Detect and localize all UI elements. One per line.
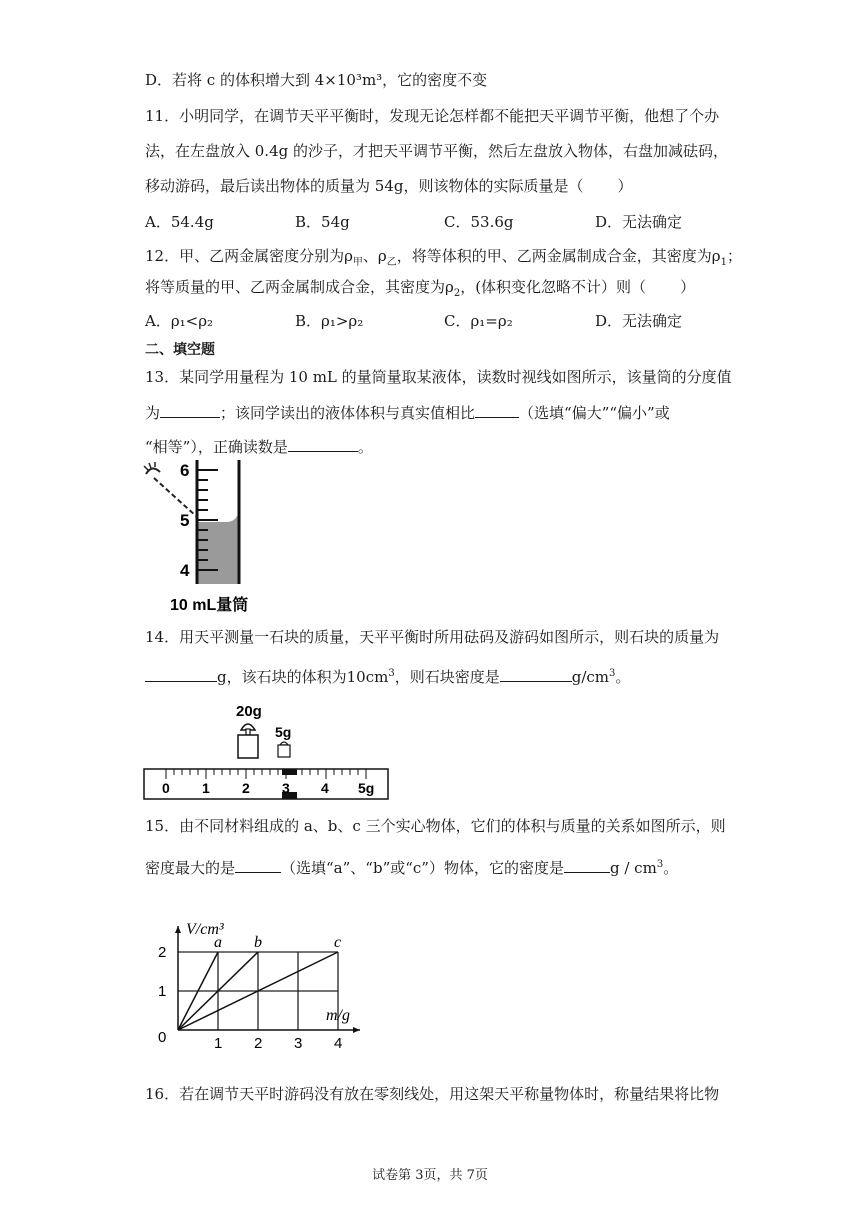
section-fill-in-title: 二、填空题 [145,342,215,358]
q13-blank-reading[interactable] [288,435,358,452]
y-tick-1: 1 [158,983,167,1000]
q15-line1: 15．由不同材料组成的 a、b、c 三个实心物体，它们的体积与质量的关系如图所示，则 [145,817,726,835]
scale-label-1: 1 [202,780,210,796]
chart-labels [158,921,350,1052]
q12-line1-c: ，将等体积的甲、乙两金属制成合金，其密度为ρ [396,247,721,265]
x-tick-3: 3 [294,1035,303,1052]
q12-sub-2: 2 [453,288,461,299]
q15-line2-a: 密度最大的是 [145,859,236,877]
q14-blank-mass[interactable] [145,665,217,682]
q11-line3 [145,176,632,196]
x-tick-2: 2 [254,1035,263,1052]
q11-close: ） [617,177,633,195]
q14-line2-d: 。 [615,668,631,686]
y-axis-arrow [175,926,181,933]
q14-line2-b: ，则石块密度是 [394,668,500,686]
q12-line1-a: 12．甲、乙两金属密度分别为ρ [145,247,353,265]
y-tick-2: 2 [158,944,167,961]
series-label-c: c [334,934,342,951]
q12-option-d: D．无法确定 [595,312,683,330]
q11-option-b: B．54g [295,213,350,231]
q11-options [145,212,745,232]
q13-line2 [145,401,670,423]
weight-5g-icon [278,742,290,757]
q13-blank-division[interactable] [160,401,220,418]
balance-weights-figure [140,698,395,806]
q11-option-d: D．无法确定 [595,213,683,231]
series-label-b: b [254,934,262,951]
q15-blank-material[interactable] [235,856,281,873]
q12-line1-b: 、ρ [362,247,387,265]
x-axis-arrow [353,1027,360,1033]
q11-line3-text: 移动游码，最后读出物体的质量为 54g，则该物体的实际质量是（ [145,177,584,195]
q13-line2-a: 为 [145,404,161,422]
q13-blank-compare[interactable] [475,401,519,418]
rider-scale-body [144,769,388,799]
scale-label-4: 4 [321,780,329,796]
q11-option-a: A．54.4g [145,213,214,231]
weight-20g-icon [238,724,258,758]
q12-option-b: B．ρ₁>ρ₂ [295,312,364,330]
page-footer: 试卷第 3页，共 7页 [372,1168,488,1183]
volume-mass-chart [150,902,380,1062]
q10-option-d: D．若将 c 的体积增大到 4×10³m³，它的密度不变 [145,71,488,89]
q13-line2-c: （选填“偏大”“偏小”或 [519,404,670,422]
q15-line2-d: 。 [663,859,679,877]
q12-sub-jia: 甲 [352,257,363,268]
series-label-a: a [214,934,222,951]
q12-line1 [145,246,742,273]
q16-line1: 16．若在调节天平时游码没有放在零刻线处，用这架天平称量物体时，称量结果将比物 [145,1085,720,1103]
graduated-cylinder-figure [140,458,280,618]
q12-sub-yi: 乙 [386,257,397,268]
q15-line2-c: g / cm [609,859,657,877]
q12-option-c: C．ρ₁=ρ₂ [444,312,513,330]
q14-sup-1: 3 [388,668,395,679]
q13-line3-b: 。 [357,438,373,456]
q14-blank-density[interactable] [500,665,572,682]
origin-label: 0 [158,1029,167,1046]
q12-line2-a: 将等质量的甲、乙两金属制成合金，其密度为ρ [145,278,454,296]
q11-line2: 法，在左盘放入 0.4g 的沙子，才把天平调节平衡，然后左盘放入物体，右盘加减砝码， [145,142,728,160]
q12-line2 [145,277,695,304]
q12-line1-d: ； [726,247,742,265]
tick-label-4: 4 [180,561,190,580]
q11-option-c: C．53.6g [444,213,514,231]
q11-line1: 11．小明同学，在调节天平平衡时，发现无论怎样都不能把天平调节平衡，他想了个办 [145,107,720,125]
q13-line1: 13．某同学用量程为 10 mL 的量筒量取某液体，读数时视线如图所示，该量筒的分度值 [145,368,732,386]
q12-line2-b: ，(体积变化忽略不计）则（ [460,278,647,296]
weight-20g-label: 20g [236,703,262,720]
q15-line2 [145,855,678,878]
eye-icon [144,462,160,474]
q14-line1: 14．用天平测量一石块的质量，天平平衡时所用砝码及游码如图所示，则石块的质量为 [145,628,720,646]
scale-label-5g: 5g [358,780,375,796]
q15-line2-b: （选填“a”、“b”或“c”）物体，它的密度是 [281,859,564,877]
q12-option-a: A．ρ₁<ρ₂ [145,312,214,330]
y-axis-title: V/cm³ [186,921,224,938]
q12-sub-1: 1 [720,257,727,268]
cylinder-caption: 10 mL量筒 [170,597,249,614]
q13-line3 [145,435,373,457]
q13-line3-a: “相等”），正确读数是 [145,438,288,456]
q14-line2-a: g，该石块的体积为10cm [217,668,389,686]
q15-blank-density[interactable] [564,856,610,873]
scale-label-3: 3 [282,780,290,796]
q13-line2-b: ；该同学读出的液体体积与真实值相比 [220,404,476,422]
x-tick-4: 4 [334,1035,343,1052]
q15-sup: 3 [656,859,664,870]
tick-label-5: 5 [180,511,190,530]
tick-label-6: 6 [180,461,190,480]
q12-close: ） [680,278,696,296]
x-axis-title: m/g [326,1007,350,1024]
q14-line2-c: g/cm [571,668,609,686]
scale-label-0: 0 [162,780,170,796]
sight-line [154,478,196,516]
x-tick-1: 1 [214,1035,223,1052]
weight-5g-label: 5g [275,724,292,740]
q12-options [145,311,745,331]
scale-label-2: 2 [242,780,250,796]
q14-line2 [145,664,630,687]
q14-sup-2: 3 [609,668,616,679]
